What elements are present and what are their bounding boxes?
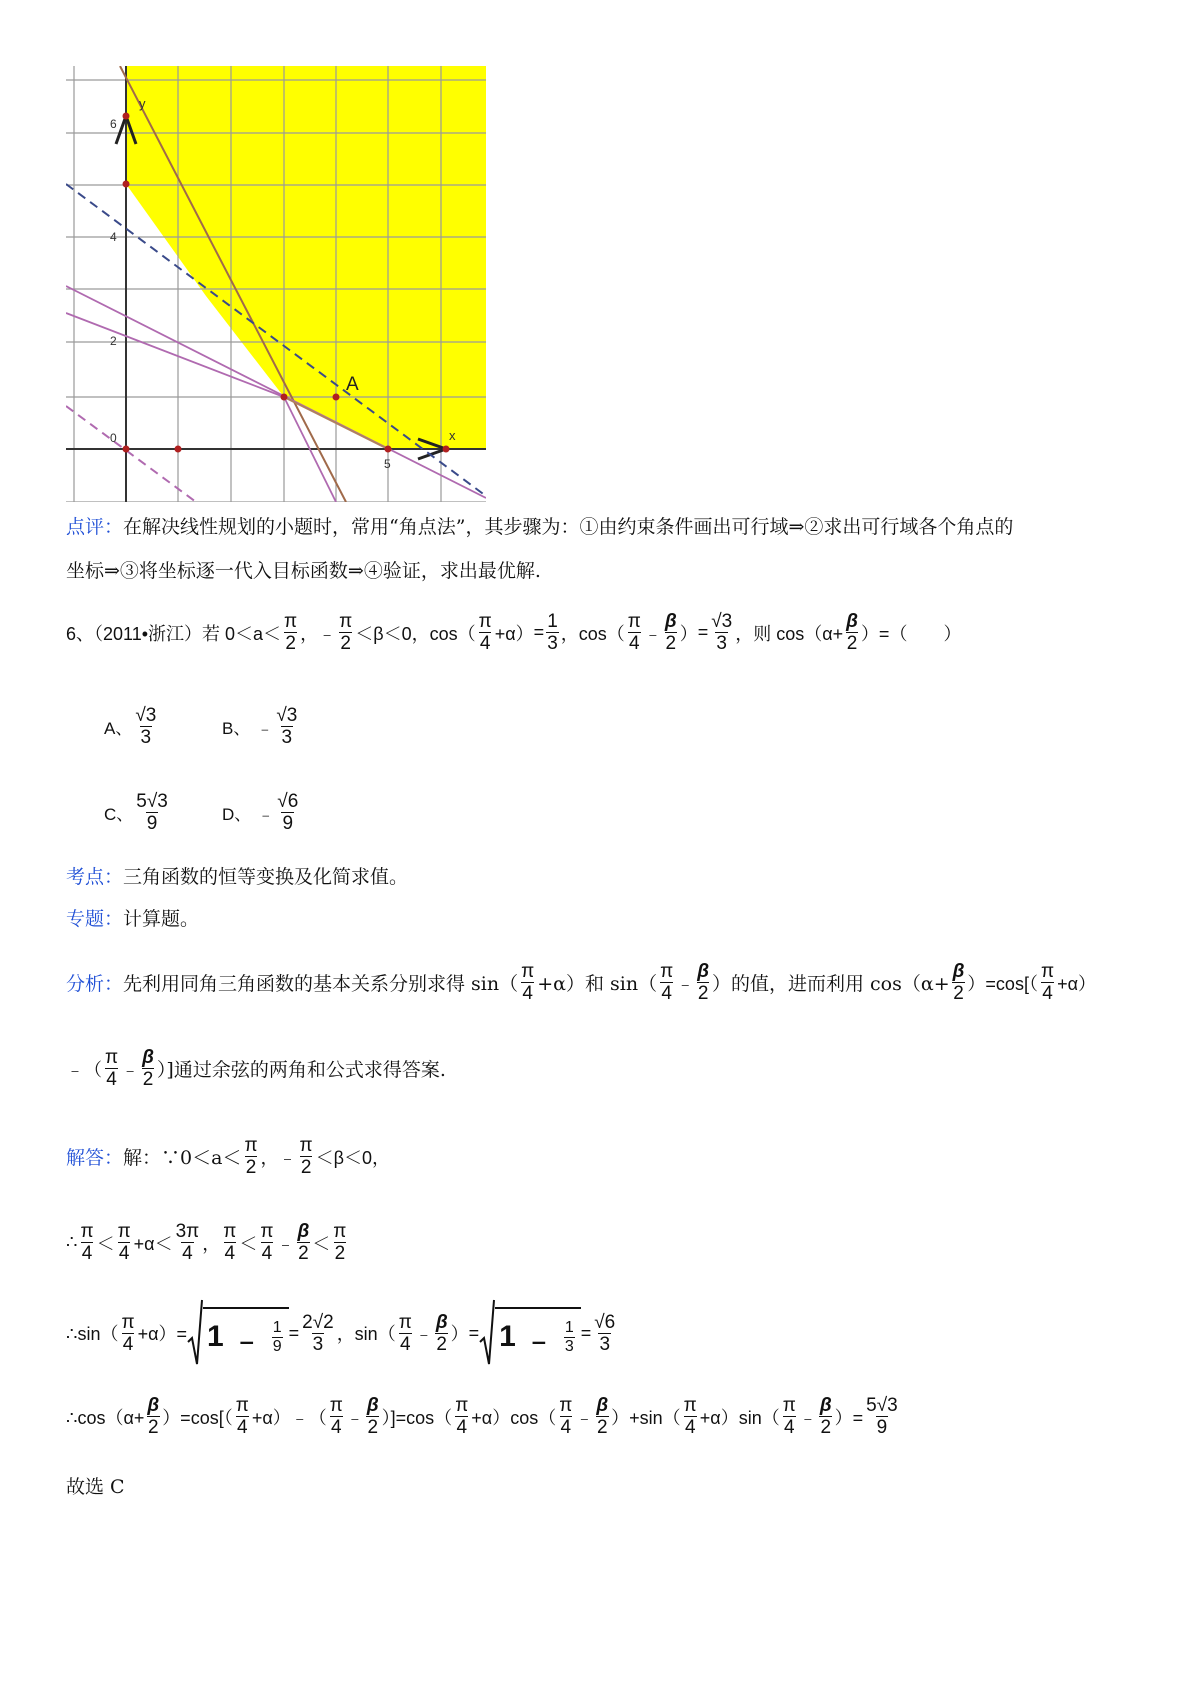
zhuanti-text: 计算题。	[123, 908, 200, 930]
jieda-label: 解答：	[66, 1147, 124, 1169]
sqrt-expression-2: 1 ﹣ $\frac{1}{3}$	[479, 1298, 581, 1368]
axis-y-label: y	[139, 96, 146, 111]
option-b[interactable]: B、 ﹣ $\frac{√3}{3}$	[222, 705, 298, 748]
comment-label: 点评：	[66, 516, 124, 538]
tick-5: 5	[384, 457, 391, 471]
jieda-line-5	[66, 1472, 125, 1499]
frac-pi-over-4: $\frac{\pi}{4}$	[478, 611, 492, 654]
fenxi-line-1: 分析： 先利用同角三角函数的基本关系分别求得 sin（ $\frac{\pi}{4}$ +α）和 sin（ $\frac{\pi}{4}$ ﹣ $\frac{\beta}{2}$ ）的值，进而利用 cos（α+ $\frac{\beta}{2}$ ）=cos[（ $\frac{\pi}{4}$ +α）	[66, 961, 1096, 1004]
point-a-label: A	[346, 374, 359, 395]
frac-pi-over-2: $\frac{\pi}{2}$	[284, 611, 298, 654]
comment-line-1	[66, 512, 1013, 539]
feasible-region-figure	[66, 66, 486, 502]
jieda-line-4: ∴cos（α+ $\frac{\beta}{2}$ ）=cos[（ $\frac{\pi}{4}$ +α）﹣（ $\frac{\pi}{4}$ ﹣ $\frac{\beta}{2}$ ）]=cos（ $\frac{\pi}{4}$ +α）cos（ $\frac{\pi}{4}$ ﹣ $\frac{\beta}{2}$ ）+sin（ $\frac{\pi}{4}$ +α）sin（ $\frac{\pi}{4}$ ﹣ $\frac{\beta}{2}$ ）= $\frac{5√3}{9}$	[66, 1395, 898, 1438]
kaodian-text: 三角函数的恒等变换及化简求值。	[123, 866, 409, 888]
frac-1-over-3: $\frac{1}{3}$	[547, 611, 558, 654]
option-a[interactable]: A、 $\frac{√3}{3}$	[104, 705, 157, 748]
frac-sqrt3-over-3: $\frac{√3}{3}$	[711, 611, 733, 654]
zhuanti-line	[66, 904, 199, 931]
tick-4: 4	[110, 230, 117, 244]
frac-beta-over-2-b: $\frac{\beta}{2}$	[846, 611, 858, 654]
objective-line-dashed-lower	[66, 406, 196, 502]
zhuanti-label: 专题：	[66, 908, 124, 930]
tick-0: 0	[110, 431, 117, 445]
question-6: 6、（2011•浙江）若 0＜a＜ $\frac{\pi}{2}$ ， ﹣ $\frac{\pi}{2}$ ＜β＜0，cos（ $\frac{\pi}{4}$ +α） = $\frac{1}{3}$ ，cos（ $\frac{\pi}{4}$ ﹣ $\frac{\beta}{2}$ ） = $\frac{√3}{3}$ ，则 cos（α+ $\frac{\beta}{2}$ ）=（ ）	[66, 611, 962, 654]
option-d[interactable]: D、 ﹣ $\frac{√6}{9}$	[222, 791, 299, 834]
comment-line-2	[66, 556, 541, 583]
frac-pi-over-2-b: $\frac{\pi}{2}$	[339, 611, 353, 654]
comment-text-2: 坐标⇒③将坐标逐一代入目标函数⇒④验证，求出最优解.	[66, 560, 541, 582]
question-number: 6、（2011•浙江）若 0＜a＜	[66, 623, 282, 644]
frac-beta-over-2: $\frac{\beta}{2}$	[664, 611, 677, 654]
frac-pi-over-4-b: $\frac{\pi}{4}$	[627, 611, 641, 654]
final-answer: 故选 C	[66, 1476, 125, 1498]
sqrt-expression-1: 1 ﹣ $\frac{1}{9}$	[187, 1298, 289, 1368]
fenxi-label: 分析：	[66, 973, 124, 995]
jieda-line-1: 解答： 解：∵0＜a＜ $\frac{\pi}{2}$ ，﹣ $\frac{\pi}{2}$ ＜β＜0，	[66, 1135, 391, 1178]
option-c[interactable]: C、 $\frac{5√3}{9}$	[104, 791, 168, 834]
tick-6: 6	[110, 117, 117, 131]
kaodian-line	[66, 862, 408, 889]
feasible-region	[126, 66, 486, 449]
fenxi-line-2: ﹣（ $\frac{\pi}{4}$ ﹣ $\frac{\beta}{2}$ ）]通过余弦的两角和公式求得答案.	[66, 1047, 446, 1090]
comment-text-1: 在解决线性规划的小题时，常用“角点法”，其步骤为：①由约束条件画出可行域⇒②求出可行域各个角点的	[123, 516, 1014, 538]
kaodian-label: 考点：	[66, 866, 124, 888]
feasible-region-graph	[66, 66, 486, 502]
axis-x-label: x	[449, 428, 456, 443]
jieda-line-2: ∴ $\frac{\pi}{4}$ ＜ $\frac{\pi}{4}$ +α＜ $\frac{3\pi}{4}$ ， $\frac{\pi}{4}$ ＜ $\frac{\pi}{4}$ ﹣ $\frac{\beta}{2}$ ＜ $\frac{\pi}{2}$	[66, 1221, 347, 1264]
jieda-line-3: ∴sin（ $\frac{\pi}{4}$ +α）= 1 ﹣ $\frac{1}{9}$ = $\frac{2√2}{3}$ ，sin（ $\frac{\pi}{4}$ ﹣ $\frac{\beta}{2}$ ） = 1 ﹣ $\frac{1}{3}$ = $\frac{√6}{3}$	[66, 1298, 618, 1368]
tick-2: 2	[110, 334, 117, 348]
